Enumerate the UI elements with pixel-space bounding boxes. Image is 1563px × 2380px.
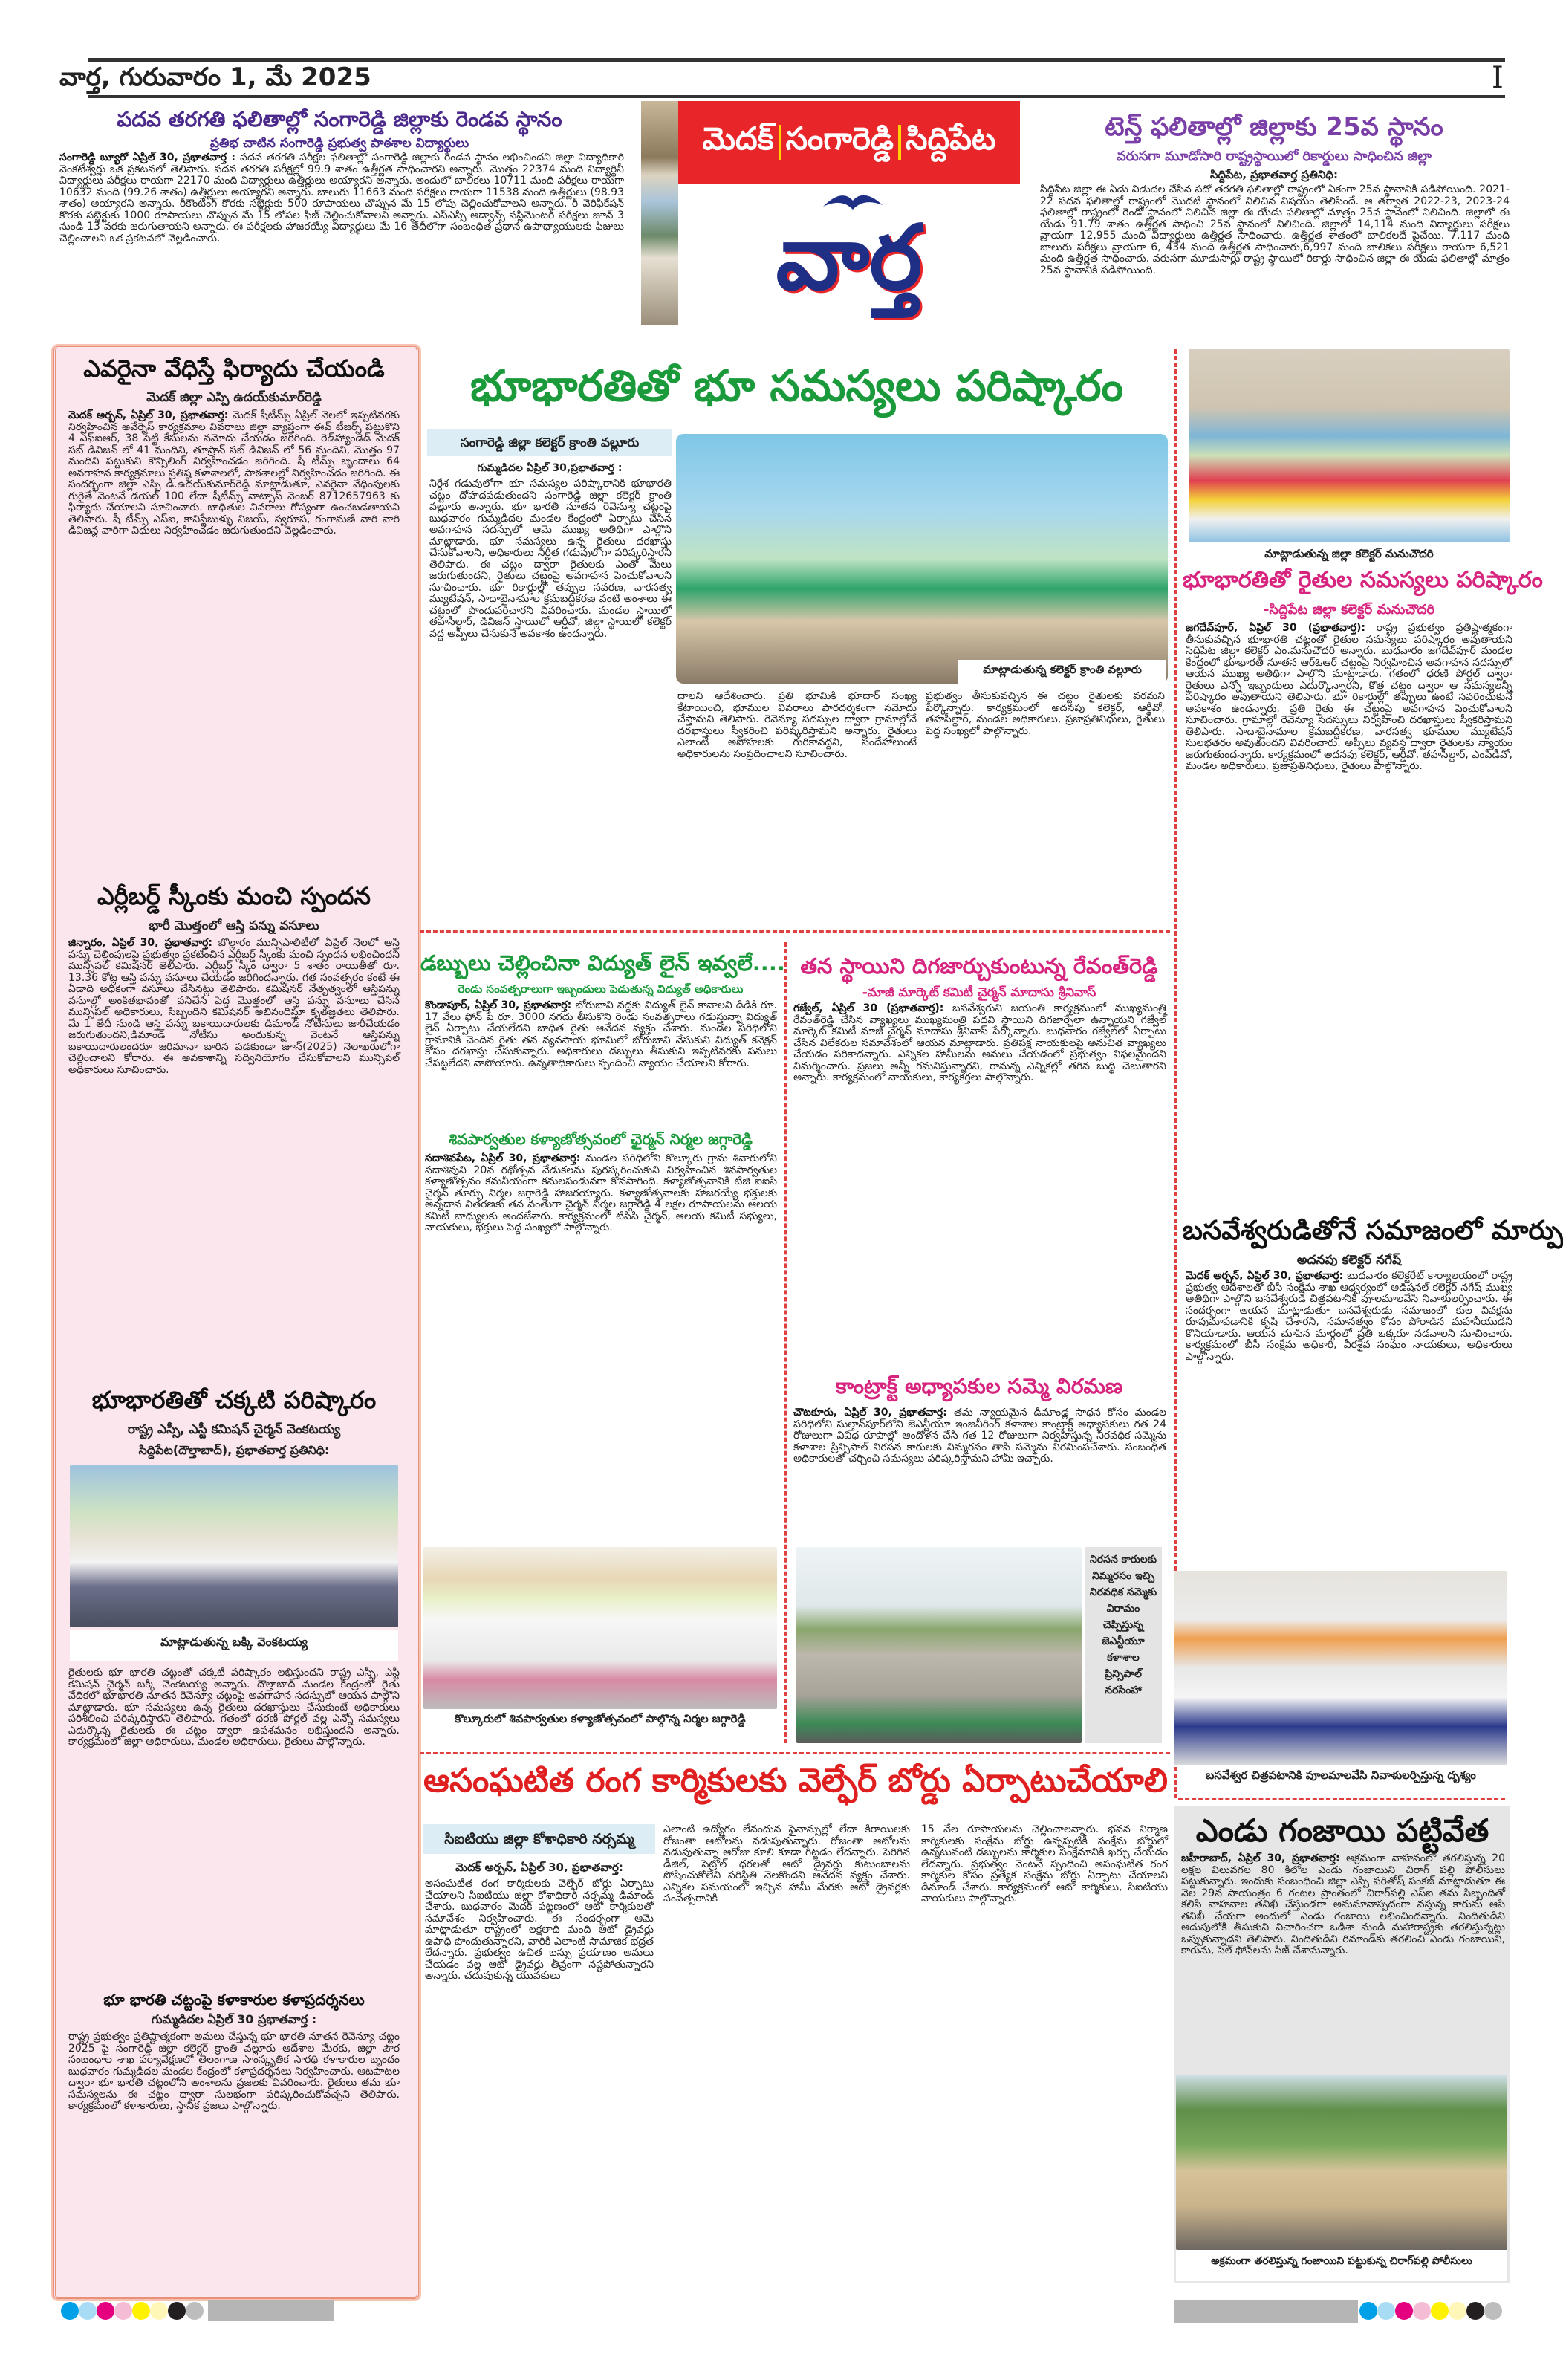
- separator: [898, 125, 901, 160]
- story-subhead: అదనపు కలెక్టర్ నగేష్: [1296, 1253, 1402, 1268]
- story-headline: బసవేశ్వరుడితోనే సమాజంలో మార్పు: [1183, 1216, 1563, 1246]
- story-subhead: మెదక్ జిల్లా ఎస్పి ఉదయ్‌కుమార్‌రెడ్డి: [146, 390, 322, 405]
- top-right-dateline: సిద్దిపేట, ప్రభాతవార్త ప్రతినిధి:: [1209, 168, 1339, 181]
- registration-dot: [1449, 2302, 1466, 2320]
- district-siddipet: సిద్దిపేట: [906, 120, 996, 157]
- story-body-col2: ఎలాంటి ఉద్యోగం లేనందున ఫైనాన్సుల్లో లేదా కిరాయిలకు రోజంతా ఆటోలను నడుపుతున్నారు. రోజంతా ఆటోలను నడుపుతున్నా ఆరోజు కూలి కూడా గిట్టడం లేదన్నారు. పెరిగిన డీజిల్, పెట్రోల్ ధరలతో ఆటో డ్రైవర్లు కుటుంబాలను పోషించుకోలేని పరిస్థితి నెలకొందని ఆవేదన వ్యక్తం చేశారు. ఎన్నికల సమయంలో ఇచ్చిన హామీ మేరకు ఆటో డ్రైవర్లకు సంవత్సరానికి: [663, 1823, 910, 1904]
- story-body: [425, 1000, 777, 1125]
- top-right-headline: టెన్త్ ఫలితాల్లో జిల్లాకు 25వ స్థానం: [1105, 112, 1443, 142]
- divider: [1178, 1798, 1505, 1800]
- main-dateline: గుమ్మడిదల ఏప్రిల్ 30,ప్రభాతవార్త :: [477, 462, 623, 474]
- article-text: బసవేశ్వరుని జయంతి కార్యక్రమంలో ముఖ్యమంత్రి రేవంత్‌రెడ్డి చేసిన వ్యాఖ్యలు ముఖ్యమంత్రి పదవి స్థాయిని దిగజార్చేలా ఉన్నాయని గజ్వేల్ మార్కెట్ కమిటీ మాజీ చైర్మన్ మాదాసు శ్రీనివాస్ పేర్కొన్నారు. బుధవారం గజ్వేల్‌లో ఏర్పాటు చేసిన విలేకరుల సమావేశంలో ఆయన మాట్లాడారు. ప్రతిపక్ష నాయకులపై అనుచిత వ్యాఖ్యలు చేయడం సరికాదన్నారు. ఎన్నికల హామీలను అమలు చేయడంలో ప్రభుత్వం విఫలమైందని విమర్శించారు. ప్రజలు అన్నీ గమనిస్తున్నారని, రానున్న ఎన్నికల్లో తగిన బుద్ధి చెబుతారని అన్నారు. కార్యక్రమంలో నాయకులు, కార్యకర్తలు పాల్గొన్నారు.: [793, 1002, 1166, 1083]
- top-left-subhead: ప్రతిభ చాటిన సంగారెడ్డి ప్రభుత్వ పాఠశాల విద్యార్థులు: [209, 136, 469, 151]
- photo-police-ganja-seizure: [1176, 2075, 1507, 2250]
- story-headline: ఎర్లీబర్డ్ స్కీంకు మంచి స్పందన: [97, 882, 371, 910]
- dateline: కొండాపూర్, ఏప్రిల్ 30, ప్రభాతవార్త:: [425, 999, 572, 1011]
- story-subhead: రాష్ట్ర ఎస్సీ, ఎస్టీ కమిషన్ చైర్మన్ వెంకటయ్య: [127, 1422, 341, 1437]
- registration-dot: [1484, 2302, 1502, 2320]
- article-text: మెదక్ షీటీమ్స్ ఏప్రిల్ నెలలో ఇప్పటివరకు నిర్వహించిన అవేర్నెస్ కార్యక్రమాల వివరాలు జిల్లా వ్యాప్తంగా ఈవ్ టీజర్స్ పట్టుకొని 4 ఎఫ్ఐఆర్, 38 పెట్టి కేసులను నమోదు చేయడం జరిగింది. రెడ్‌హ్యాండెడ్ మెదక్ సబ్ డివిజన్ లో 41 మందిని, తూప్రాన్ సబ్ డివిజన్ లో 56 మందిని, మొత్తం 97 మందిని పట్టుకుని కౌన్సిలింగ్ నిర్వహించడం జరిగింది. షీ టీమ్స్ బృందాలు 64 అవగాహన కార్యక్రమాలు ప్రతిష్ఠ కళాశాలలో, పాఠశాలల్లో నిర్వహించడం జరిగింది. ఈ సందర్భంగా జిల్లా ఎస్పి డి.ఉదయ్‌కుమార్‌రెడ్డి మాట్లాడుతూ, ఎవరైనా వేధింపులకు గురైతే వెంటనే డయల్ 100 లేదా షీటీమ్స్ వాట్సాప్ నెంబర్ 8712657963 కు ఫిర్యాదు చేయాలని సూచించారు. బాధితుల వివరాలు గోప్యంగా ఉంచబడతాయని తెలిపారు. షీ టీమ్స్ ఎస్ఐ, కానిస్టేబుళ్ళు విజయ్, స్వరూప, గంగామణి వారి వారి డివిజన్ల వారిగా విధులు నిర్వహించడం జరుగుతుందని వెల్లడించారు.: [68, 409, 400, 536]
- registration-dot: [1413, 2302, 1431, 2320]
- photo-caption: మాట్లాడుతున్న జిల్లా కలెక్టర్ మనుచౌదరి: [1264, 547, 1434, 560]
- story-dateline: గుమ్మడిదల ఏప్రిల్ 30 ప్రభాతవార్త :: [151, 2012, 317, 2026]
- story-body: రైతులకు భూ భారతి చట్టంతో చక్కటి పరిష్కారం లభిస్తుందని రాష్ట్ర ఎస్సీ, ఎస్టీ కమిషన్ చైర్మన్ బక్కి వెంకటయ్య అన్నారు. దౌల్తాబాద్ మండల కేంద్రంలో రైతు వేదికలో భూభారతి నూతన రెవెన్యూ చట్టంపై అవగాహన సదస్సులో ఆయన పాల్గొని మాట్లాడారు. భూ సమస్యలు ఉన్న రైతులు దరఖాస్తులు చేసుకుంటే అధికారులు పరిశీలించి పరిష్కరిస్తారని తెలిపారు. గతంలో ధరణి పోర్టల్ వల్ల ఎన్నో సమస్యలు ఎదుర్కొన్న రైతులకు ఈ చట్టం ద్వారా ఉపశమనం లభిస్తుందని అన్నారు. కార్యక్రమంలో జిల్లా అధికారులు, మండల అధికారులు, రైతులు పాల్గొన్నారు.: [68, 1667, 400, 1748]
- main-body-col2: దాలని ఆదేశించారు. ప్రతి భూమికి భూదార్ సంఖ్య కేటాయించి, భూముల వివరాలు పారదర్శకంగా నమోదు చేస్తామని తెలిపారు. రెవెన్యూ సదస్సుల ద్వారా గ్రామాల్లోనే దరఖాస్తులు స్వీకరించి పరిష్కరిస్తామని అన్నారు. రైతులు ఎలాంటి అపోహలకు గురికావద్దని, సందేహాలుంటే అధికారులను సంప్రదించాలని సూచించారు.: [677, 690, 917, 760]
- temple-photo-strip: [641, 101, 678, 325]
- registration-bar-right: [1174, 2300, 1358, 2323]
- photo-caption: బసవేశ్వర చిత్రపటానికి పూలమాలవేసి నివాళులర్పిస్తున్న దృశ్యం: [1206, 1768, 1476, 1782]
- registration-dot: [79, 2302, 97, 2320]
- article-text: బొల్లారం మున్సిపాలిటీలో ఏప్రిల్ నెలలో ఆస్తి పన్ను చెల్లింపులపై ప్రభుత్వం ప్రకటించిన ఎర్లీబర్డ్ స్కీంకు మంచి స్పందన లభించిందని మున్సిపల్ కమిషనర్ తెలిపారు. ఎర్లీబర్డ్ స్కీం ద్వారా 5 శాతం రాయితీతో రూ. 13.36 కోట్ల ఆస్తి పన్ను వసూలు చేయడం జరిగిందన్నారు. గత సంవత్సరం కంటే ఈ ఏడాది అధికంగా వసూలు చేసినట్లు తెలిపారు. కమిషనర్ నేతృత్వంలో ఆస్తిపన్ను వసూల్లో అంకితభావంతో పనిచేసి పెద్ద మొత్తంలో ఆస్తి పన్ను వసూలు చేసిన మున్సిపల్ అధికారులు, సిబ్బందిని కమిషనర్ అభినందిస్తూ కృతజ్ఞతలు తెలిపారు. మే 1 తేదీ నుండి ఆస్తి పన్ను బకాయిదారులకు డిమాండ్ నోటీసులు జారీచేయడం జరుగుతుందని,డిమాండ్ నోటీసు అందుకున్న వెంటనే ఆస్తిపన్ను బకాయిదారులందరూ జరిమానా బారిన పడకుండా జూన్(2025) నెలాఖరులోగా చెల్లించాలని కోరారు. ఈ అవకాశాన్ని సద్వినియోగం చేసుకోవాలని మున్సిపల్ అధికారులు సూచించారు.: [68, 937, 400, 1076]
- photo-caption: అక్రమంగా తరలిస్తున్న గంజాయిని పట్టుకున్న చిరాగ్‌పల్లి పోలీసులు: [1176, 2250, 1507, 2281]
- photo-caption: మాట్లాడుతున్న బక్కి వెంకటయ్య: [70, 1630, 398, 1661]
- registration-dot: [132, 2302, 150, 2320]
- story-body: రాష్ట్ర ప్రభుత్వం ప్రతిష్టాత్మకంగా అమలు చేస్తున్న భూ భారతి నూతన రెవెన్యూ చట్టం 2025 పై సంగారెడ్డి జిల్లా కలెక్టర్ క్రాంతి వల్లూరు ఆదేశాల మేరకు, జిల్లా పౌర సంబంధాల శాఖ పర్యావేక్షణలో తెలంగాణ సాంస్కృతిక సారథి కళాకారుల బృందం బుధవారం గుమ్మడిదల మండల కేంద్రంలో కళాప్రదర్శనలు నిర్వహించారు. ఆటపాటల ద్వారా భూ భారతి చట్టంలోని అంశాలను ప్రజలకు వివరించారు. రైతులు తమ భూ సమస్యలను ఈ చట్టం ద్వారా సులభంగా పరిష్కరించుకోవచ్చని తెలిపారు. కార్యక్రమంలో కళాకారులు, స్థానిక ప్రజలు పాల్గొన్నారు.: [68, 2031, 400, 2112]
- story-headline: కాంట్రాక్ట్ అధ్యాపకుల సమ్మె విరమణ: [835, 1374, 1123, 1398]
- registration-dot: [150, 2302, 168, 2320]
- photo-side-caption: నిరసన కారులకు నిమ్మరసం ఇచ్చి నిరవధిక సమ్మెకు విరామం చెప్పిస్తున్న జెఎన్టీయూ కళాశాల ప్రిన్సిపాల్ నరసింహా: [1085, 1547, 1162, 1743]
- photo-strike-end: [796, 1547, 1082, 1743]
- article-text: అక్రమంగా వాహనంలో తరలిస్తున్న 20 లక్షల విలువగల 80 కిలోల ఎండు గంజాయిని చిరాగ్ పల్లి పోలీసులు పట్టుకున్నారు. ఇందుకు సంబంధించి జిల్లా ఎస్పి పరితోష్ పంకజ్ మాట్లాడుతూ ఈ నెల 29న సాయంత్రం 6 గంటల ప్రాంతంలో చిరాగ్‌పల్లి ఎస్ఐ తమ సిబ్బందితో కలిసి వాహనాల తనిఖీ చేస్తుండగా అనుమానాస్పదంగా వస్తున్న కారును ఆపి తనిఖీ చేయగా అందులో ఎండు గంజాయి లభించిందన్నారు. నిందితుడిని అదుపులోకి తీసుకుని విచారించగా ఒడిశా నుండి మహారాష్ట్రకు తరలిస్తున్నట్లు ఒప్పుకున్నాడని తెలిపారు. నిందితుడిని రిమాండ్‌కు తరలించి ఎండు గంజాయిని, కారును, సెల్ ఫోన్‌లను సీజ్ చేశామన్నారు.: [1181, 1852, 1505, 1956]
- story-body: [68, 938, 400, 1381]
- article-text: రాష్ట్ర ప్రభుత్వం ప్రతిష్టాత్మకంగా తీసుకువచ్చిన భూభారతి చట్టంతో రైతుల సమస్యలు పరిష్కారం అవుతాయని సిద్దిపేట జిల్లా కలెక్టర్ ఎం.మనుచౌదరి అన్నారు. బుధవారం జగదేవ్‌పూర్ మండల కేంద్రంలో భూభారతి నూతన ఆర్ఓఆర్ చట్టంపై నిర్వహించిన అవగాహన సదస్సులో ఆయన ముఖ్య అతిథిగా పాల్గొని మాట్లాడారు. గతంలో ధరణి పోర్టల్ ద్వారా రైతులు ఎన్నో ఇబ్బందులు ఎదుర్కొన్నారని, కొత్త చట్టం ద్వారా ఆ సమస్యలన్నీ పరిష్కారం అవుతాయని తెలిపారు. భూ రికార్డుల్లో తప్పులు ఉంటే సవరించుకునే అవకాశం ఉందన్నారు. ప్రతి రైతు ఈ చట్టంపై అవగాహన పెంచుకోవాలని సూచించారు. గ్రామాల్లో రెవెన్యూ సదస్సులు నిర్వహించి దరఖాస్తులు స్వీకరిస్తామని తెలిపారు. సాదాబైనామాల క్రమబద్ధీకరణ, వారసత్వ భూముల మ్యుటేషన్ సులభతరం అవుతుందని వివరించారు. అప్పీలు వ్యవస్థ ద్వారా రైతులకు న్యాయం జరుగుతుందన్నారు. కార్యక్రమంలో అదనపు కలెక్టర్, ఆర్డీవో, తహసీల్దార్, ఎంపీడీవో, మండల అధికారులు, ప్రజాప్రతినిధులు, రైతులు పాల్గొన్నారు.: [1186, 622, 1512, 772]
- story-headline: శివపార్వతుల కళ్యాణోత్సవంలో ఛైర్మన్ నిర్మల జగ్గారెడ్డి: [449, 1130, 753, 1148]
- story-headline: ఆసంఘటిత రంగ కార్మికులకు వెల్ఫేర్ బోర్డు ఏర్పాటుచేయాలి: [423, 1762, 1168, 1800]
- registration-dot: [168, 2302, 186, 2320]
- story-subhead: -సిద్దిపేట జిల్లా కలెక్టర్ మనుచౌదరి: [1263, 602, 1435, 617]
- district-sangareddy: సంగారెడ్డి: [785, 120, 894, 157]
- story-body: [793, 1003, 1166, 1367]
- dateline: మెదక్ అర్బన్, ఏప్రిల్ 30, ప్రభాతవార్త:: [68, 409, 229, 421]
- district-medak: మెదక్: [702, 120, 774, 157]
- top-left-body: [59, 152, 624, 325]
- top-right-body: సిద్దిపేట జిల్లా ఈ ఏడు విడుదల చేసిన పదో తరగతి ఫలితాల్లో రాష్ట్రంలో ఏకంగా 25వ స్థానానికి పడిపోయింది. 2021-22 పదవ ఫలితాల్లో రాష్ట్రంలో మొదటి స్థానంలో నిలిచిన విషయం తెలిసిందే. ఆ తర్వాత 2022-23, 2023-24 ఫలితాల్లో రాష్ట్రంలో రెండో స్థానంలో నిలిచిన జిల్లా ఈ యేడు ఫలితాల్లో మాత్రం 25వ స్థానంలో నిలిచింది. జిల్లాలో ఈ యేడు 91.79 శాతం ఉత్తీర్ణత సాధించి 25వ స్థానంలో నిలిచింది. జిల్లాలో 14,114 మంది విద్యార్థులు పరీక్షలు వ్రాయగా 12,955 మంది విద్యార్థులు ఉత్తీర్ణత సాధించారు. ఉత్తీర్ణత శాతంలో బాలికలదే పైచేయి. 7,117 మంది బాలురు పరీక్షలు వ్రాయగా 6, 434 మంది ఉత్తీర్ణత సాధించారు,6,997 మంది బాలికలు పరీక్షలు రాయగా 6,521 మంది ఉత్తీర్ణత సాధించారు. వరుసగా మూడుసార్లు రాష్ట్ర స్థాయిలో రికార్డు సాధించిన జిల్లా ఈ యేడు ఫలితాల్లో మాత్రం 25వ స్థానానికి పడిపోయింది.: [1040, 184, 1510, 276]
- registration-dot: [1377, 2302, 1395, 2320]
- newspaper-logo: వార్త: [776, 207, 923, 310]
- registration-bar-left: [208, 2300, 334, 2321]
- story-headline: భూభారతితో రైతుల సమస్యలు పరిష్కారం: [1183, 567, 1543, 593]
- photo-kalyanotsavam: [423, 1547, 777, 1709]
- registration-dot: [1466, 2302, 1484, 2320]
- dateline: జిన్నారం, ఏప్రిల్ 30, ప్రభాతవార్త:: [68, 937, 212, 949]
- dateline: సదాశివపేట, ఏప్రిల్ 30, ప్రభాతవార్త:: [425, 1152, 581, 1164]
- page-dateline: వార్త, గురువారం 1, మే 2025: [59, 62, 371, 92]
- article-text: బోరుబావి వద్దకు విద్యుత్ లైన్ కావాలని డిడికి రూ. 17 వేలు ఫోన్ పే రూ. 3000 నగదు తీసుకొని రెండు సంవత్సరాలు గడుస్తున్నా విద్యుత్ లైన్ ఏర్పాటు చేయలేదని బాధిత రైతు ఆవేదన వ్యక్తం చేశారు. మండల పరిధిలోని గ్రామానికి చెందిన రైతు తన వ్యవసాయ భూమిలో బోరుబావి వేసుకుని విద్యుత్ కనెక్షన్ కోసం దరఖాస్తు చేసుకున్నారు. అధికారులు డబ్బులు తీసుకుని ఇప్పటివరకు పనులు చేపట్టలేదని వాపోయారు. ఉన్నతాధికారులు స్పందించి న్యాయం చేయాలని కోరారు.: [425, 999, 777, 1069]
- dateline: మెదక్ అర్బన్, ఏప్రిల్ 30, ప్రభాతవార్త:: [1186, 1270, 1344, 1282]
- article-text: తమ న్యాయమైన డిమాండ్ల సాధన కోసం మండల పరిధిలోని సుల్తాన్‌పూర్‌లోని జెఎన్టీయూ ఇంజనీరింగ్ కళాశాల కాంట్రాక్ట్ అధ్యాపకులు గత 24 రోజులుగా వివిధ రూపాల్లో ఆందోళన చేసి గత 12 రోజులుగా నిర్వహిస్తున్న నిరవధిక సమ్మెను కళాశాల ప్రిన్సిపాల్ నిరసన కారులకు నిమ్మరసం తాపి సమ్మెను విరమింపచేశారు. సంబంధిత అధికారులతో చర్చించి సమస్యలు పరిష్కరిస్తామని హామీ ఇచ్చారు.: [793, 1407, 1166, 1465]
- story-headline: ఎవరైనా వేధిస్తే ఫిర్యాదు చేయండి: [83, 354, 385, 383]
- story-body-col1: అసంఘటిత రంగ కార్మికులకు వెల్ఫేర్ బోర్డు ఏర్పాటు చేయాలని సిఐటియు జిల్లా కోశాధికారి నర్సమ్మ డిమాండ్ చేశారు. బుధవారం మెదక్ పట్టణంలో ఆటో కార్మికులతో సమావేశం నిర్వహించారు. ఈ సందర్భంగా ఆమె మాట్లాడుతూ రాష్ట్రంలో లక్షలాది మంది ఆటో డ్రైవర్లు ఉపాధి పొందుతున్నారని, వారికి ఎలాంటి సామాజిక భద్రత లేదన్నారు. ప్రభుత్వం ఉచిత బస్సు ప్రయాణం అమలు చేయడం వల్ల ఆటో డ్రైవర్లు తీవ్రంగా నష్టపోతున్నారని అన్నారు. చదువుకున్న యువకులు: [425, 1878, 654, 1982]
- photo-collector-kranthi: [676, 434, 1168, 684]
- separator: [779, 125, 782, 160]
- story-subhead: భారీ మొత్తంలో ఆస్తి పన్ను వసూలు: [149, 918, 319, 933]
- photo-collector-manu: [1189, 349, 1510, 542]
- story-body: [1181, 1853, 1505, 2066]
- divider: [420, 930, 1170, 933]
- masthead: [641, 101, 1020, 325]
- main-subhead: సంగారెడ్డి జిల్లా కలెక్టర్ క్రాంతి వల్లూరు: [427, 429, 672, 456]
- registration-dot: [1359, 2302, 1377, 2320]
- header-bottom-rule: [88, 95, 1505, 98]
- registration-dot: [97, 2302, 114, 2320]
- photo-caption: మాట్లాడుతున్న కలెక్టర్ క్రాంతి వల్లూరు: [958, 660, 1166, 685]
- story-body: [425, 1153, 777, 1541]
- dateline: జహీరాబాద్, ఏప్రిల్ 30, ప్రభాతవార్త:: [1181, 1852, 1340, 1864]
- photo-basaveshwara-tribute: [1174, 1571, 1507, 1765]
- dateline: గజ్వేల్, ఏప్రిల్ 30 (ప్రభాతవార్త):: [793, 1002, 944, 1014]
- story-headline: భూ భారతి చట్టంపై కళాకారుల కళాప్రదర్శనలు: [103, 1991, 365, 2008]
- story-headline: భూభారతితో చక్కటి పరిష్కారం: [91, 1386, 377, 1414]
- story-body: [68, 410, 400, 863]
- registration-dot: [186, 2302, 204, 2320]
- photo-caption: కొల్కూరులో శివపార్వతుల కళ్యాణోత్సవంలో పాల్గొన్న నిర్మల జగ్గారెడ్డి: [455, 1712, 746, 1725]
- main-body-col1: నిర్దేశ గడువులోగా భూ సమస్యల పరిష్కారానికి భూభారతి చట్టం దోహదపడుతుందని సంగారెడ్డి జిల్లా కలెక్టర్ క్రాంతి వల్లూరు అన్నారు. భూ భారతి నూతన రెవెన్యూ చట్టంపై బుధవారం గుమ్మడిదల మండల కేంద్రంలో ఏర్పాటు చేసిన అవగాహన సదస్సులో ఆమె ముఖ్య అతిథిగా పాల్గొని మాట్లాడారు. భూ సమస్యలు ఉన్న రైతులు దరఖాస్తు చేసుకోవాలని, అధికారులు నిర్ణీత గడువులోగా పరిష్కరిస్తారని తెలిపారు. ఈ చట్టం ద్వారా రైతులకు ఎంతో మేలు జరుగుతుందని, రైతులు చట్టంపై అవగాహన పెంచుకోవాలని సూచించారు. భూ రికార్డుల్లో తప్పుల సవరణ, వారసత్వ మ్యుటేషన్, సాదాబైనామాల క్రమబద్ధీకరణ వంటి అంశాలు ఈ చట్టంలో పొందుపరిచారని వివరించారు. మండల స్థాయిలో తహసీల్దార్, డివిజన్ స్థాయిలో ఆర్డీవో, జిల్లా స్థాయిలో కలెక్టర్ వద్ద అప్పీలు చేసుకునే అవకాశం ఉందన్నారు.: [429, 478, 672, 640]
- story-subhead: సిఐటియు జిల్లా కోశాధికారి నర్సమ్మ: [423, 1824, 655, 1854]
- top-right-subhead: వరుసగా మూడోసారి రాష్ట్రస్థాయిలో రికార్డులు సాధించిన జిల్లా: [1117, 149, 1432, 164]
- registration-dot: [1395, 2302, 1413, 2320]
- story-dateline: మెదక్ అర్బన్, ఏప్రిల్ 30, ప్రభాతవార్త:: [455, 1861, 623, 1874]
- photo-meeting-venkataiah: [70, 1465, 398, 1627]
- story-headline: ఎండు గంజాయి పట్టివేత: [1195, 1812, 1489, 1849]
- story-headline: తన స్థాయిని దిగజార్చుకుంటున్న రేవంత్‌రెడ్డి: [800, 953, 1158, 979]
- masthead-red-band: [678, 101, 1020, 184]
- story-subhead: రెండు సంవత్సరాలుగా ఇబ్బందులు పెడుతున్న విద్యుత్ అధికారులు: [458, 982, 744, 996]
- registration-dot: [114, 2302, 132, 2320]
- story-body-col3: 15 వేల రూపాయలను చెల్లించాలన్నారు. భవన నిర్మాణ కార్మికులకు సంక్షేమ బోర్డు ఉన్నప్పటికీ సంక్షేమ బోర్డులో ఉన్నటువంటి డబ్బులను కార్మికుల సంక్షేమానికి ఖర్చు చేయడం లేదన్నారు. ప్రభుత్వం వెంటనే స్పందించి అసంఘటిత రంగ కార్మికుల కోసం ప్రత్యేక సంక్షేమ బోర్డు ఏర్పాటు చేయాలని డిమాండ్ చేశారు. కార్యక్రమంలో ఆటో కార్మికులు, సిఐటియు నాయకులు పాల్గొన్నారు.: [921, 1823, 1168, 1904]
- story-body: [793, 1407, 1166, 1543]
- main-headline: భూభారతితో భూ సమస్యలు పరిష్కారం: [470, 360, 1123, 411]
- header-top-rule: [88, 58, 1505, 62]
- article-text: బుధవారం కలెక్టరేట్ కార్యాలయంలో రాష్ట్ర ప్రభుత్వ ఆదేశాలతో బీసీ సంక్షేమ శాఖ ఆధ్వర్యంలో అడిషనల్ కలెక్టర్ నగేష్ ముఖ్య అతిథిగా పాల్గొని బసవేశ్వరుడి చిత్రపటానికి పూలమాలవేసి నివాళులర్పించారు. ఈ సందర్భంగా ఆయన మాట్లాడుతూ బసవేశ్వరుడు సమాజంలో కుల వివక్షను రూపుమాపడానికి కృషి చేశారని, సమానత్వం కోసం పోరాడిన మహనీయుడని కొనియాడారు. ఆయన చూపిన మార్గంలో ప్రతి ఒక్కరూ నడవాలని సూచించారు. కార్యక్రమంలో బీసీ సంక్షేమ అధికారి, వీరశైవ సంఘం నాయకులు, అధికారులు పాల్గొన్నారు.: [1186, 1270, 1512, 1363]
- story-dateline: సిద్దిపేట(దౌల్తాబాద్), ప్రభాతవార్త ప్రతినిధి:: [138, 1443, 330, 1457]
- article-text: పదవ తరగతి పరీక్షల ఫలితాల్లో సంగారెడ్డి జిల్లాకు రెండవ స్థానం లభించిందని జిల్లా విద్యాధికారి వెంకటేశ్వర్లు ఒక ప్రకటనలో తెలిపారు. పదవ తరగతి పరీక్షల్లో 99.9 శాతం ఉత్తీర్ణత సాధించారని అన్నారు. మొత్తం 22374 మంది విద్యార్థినీ విద్యార్థులు పరీక్షలు రాయగా 22170 మంది విద్యార్థులు ఉత్తీర్ణులు అయ్యారని అన్నారు. అందులో బాలికలు 10711 మంది పరీక్షలు రాయగా 10632 మంది (99.26 శాతం) ఉత్తీర్ణులు అయ్యారని అన్నారు. బాలురు 11663 మంది పరీక్షలు రాయగా 11538 మంది ఉత్తీర్ణులు (98.93 శాతం) అయ్యారని అన్నారు. రీకౌంటింగ్ కొరకు సబ్జెక్టుకు 500 రూపాయలు చొప్పున మే 15 లోపు చెల్లించుకోవాలని అన్నారు. రీ వెరిఫికేషన్ కొరకు సబ్జెక్టుకు 1000 రూపాయలు చొప్పున మే 15 లోపల ఫీజ్ చెల్లించుకోవాలని అన్నారు. ఎస్ఎస్సి అడ్వాన్స్ సప్లిమెంటరీ పరీక్షలు జూన్ 3 నుండి 13 వరకు జరుగుతాయని అన్నారు. ఈ పరీక్షలకు హాజరయ్యే విద్యార్థులు మే 16 తేదీలోగా సంబంధిత ప్రధాన ఉపాధ్యాయులకు ఫీజులు చెల్లించాలని ఒక ప్రకటనలో వెల్లడించారు.: [59, 152, 624, 244]
- story-subhead: -మాజీ మార్కెట్ కమిటీ చైర్మన్ మాదాసు శ్రీనివాస్: [862, 985, 1096, 1000]
- divider: [420, 1752, 1170, 1754]
- story-headline: డబ్బులు చెల్లించినా విద్యుత్ లైన్ ఇవ్వలే....: [420, 950, 785, 976]
- main-body-col3: ప్రభుత్వం తీసుకువచ్చిన ఈ చట్టం రైతులకు వరమని పేర్కొన్నారు. కార్యక్రమంలో అదనపు కలెక్టర్, ఆర్డీవో, తహసీల్దార్, మండల అధికారులు, ప్రజాప్రతినిధులు, రైతులు పెద్ద సంఖ్యలో పాల్గొన్నారు.: [926, 690, 1165, 737]
- top-left-headline: పదవ తరగతి ఫలితాల్లో సంగారెడ్డి జిల్లాకు రెండవ స్థానం: [117, 107, 562, 132]
- registration-dot: [61, 2302, 79, 2320]
- dateline: చౌటకూరు, ఏప్రిల్ 30, ప్రభాతవార్త:: [793, 1407, 947, 1418]
- story-body: [1186, 623, 1512, 1202]
- divider: [784, 942, 787, 1743]
- dateline: జగదేవ్‌పూర్, ఏప్రిల్ 30 (ప్రభాతవార్త):: [1186, 622, 1365, 634]
- page-number-marker: I: [1492, 61, 1504, 95]
- article-text: మండల పరిధిలోని కొల్కూరు గ్రామ శివారులోని సదాశివుని 20వ రథోత్సవ వేడుకలను పురస్కరించుకుని నిర్వహించిన శివపార్వతుల కళ్యాణోత్సవం కమనీయంగా కనులపండువగా కొనసాగింది. కళ్యాణోత్సవానికి టిజి ఐఐసి చైర్మన్ తూర్పు నిర్మల జగ్గారెడ్డి హాజరయ్యారు. కళ్యాణోత్సవాలకు హాజరయ్యే భక్తులకు అన్నదాన వితరణకు తన వంతుగా చైర్మన్ నిర్మల జగ్గారెడ్డి 4 లక్షల రూపాయలను ఆలయ కమిటీ బాధ్యులకు అందజేశారు. కార్యక్రమంలో టిపిసి చైర్మన్, ఆలయ కమిటీ సభ్యులు, నాయకులు, భక్తులు పెద్ద సంఖ్యలో పాల్గొన్నారు.: [425, 1152, 777, 1233]
- registration-dot: [1431, 2302, 1449, 2320]
- story-body: [1186, 1271, 1512, 1568]
- dateline: సంగారెడ్డి బ్యూరో ఏప్రిల్ 30, ప్రభాతవార్త :: [59, 152, 236, 163]
